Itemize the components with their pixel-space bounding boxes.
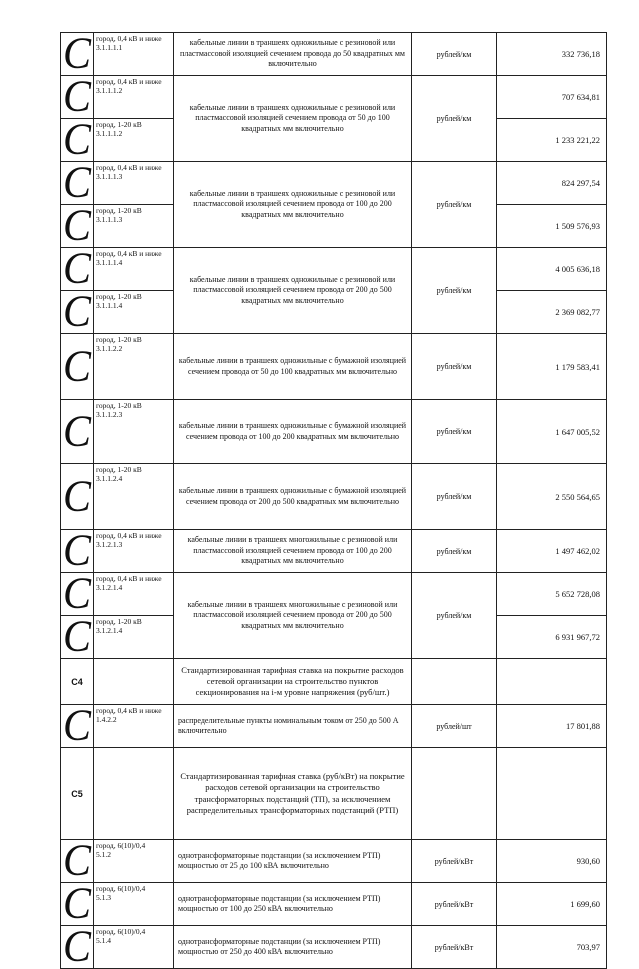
empty-cell — [412, 659, 497, 705]
description-cell: распределительные пункты номинальным током от 250 до 500 А включительно — [174, 705, 412, 748]
value-cell: 824 297,54 — [497, 162, 607, 205]
tariff-table — [60, 32, 607, 969]
value-cell: 5 652 728,08 — [497, 573, 607, 616]
value-cell: 707 634,81 — [497, 76, 607, 119]
category-cell: город, 1-20 кВ 3.1.1.2.3 — [94, 400, 174, 464]
category-cell: город, 6(10)/0,4 5.1.2 — [94, 840, 174, 883]
description-cell: кабельные линии в траншеях многожильные с резиновой или пластмассовой изоляцией сечением провода от 100 до 200 квадратных мм включительно — [174, 530, 412, 573]
description-cell: кабельные линии в траншеях одножильные с резиновой или пластмассовой изоляцией сечением провода до 50 квадратных мм включительно — [174, 33, 412, 76]
table-row — [61, 248, 607, 291]
c-code-cell: C — [61, 248, 94, 291]
value-cell: 930,60 — [497, 840, 607, 883]
section-description: Стандартизированная тарифная ставка на покрытие расходов сетевой организации на строительство пунктов секционирования на i-м уровне напряжения (руб/шт.) — [174, 659, 412, 705]
description-cell: кабельные линии в траншеях одножильные с бумажной изоляцией сечением провода от 200 до 500 квадратных мм включительно — [174, 464, 412, 530]
category-cell: город, 6(10)/0,4 5.1.4 — [94, 926, 174, 969]
description-cell: кабельные линии в траншеях одножильные с бумажной изоляцией сечением провода от 100 до 200 квадратных мм включительно — [174, 400, 412, 464]
category-cell: город, 0,4 кВ и ниже 3.1.2.1.4 — [94, 573, 174, 616]
unit-cell: рублей/км — [412, 248, 497, 334]
value-cell: 4 005 636,18 — [497, 248, 607, 291]
category-cell: город, 0,4 кВ и ниже 3.1.2.1.3 — [94, 530, 174, 573]
table-row — [61, 573, 607, 616]
unit-cell: рублей/км — [412, 464, 497, 530]
c-code-cell: C — [61, 573, 94, 616]
c-code-cell: C — [61, 926, 94, 969]
table-row — [61, 926, 607, 969]
description-cell: кабельные линии в траншеях одножильные с бумажной изоляцией сечением провода от 50 до 100 квадратных мм включительно — [174, 334, 412, 400]
empty-cell — [412, 748, 497, 840]
c-code-cell: C — [61, 530, 94, 573]
unit-cell: рублей/км — [412, 33, 497, 76]
section-code: C4 — [61, 659, 94, 705]
category-cell: город, 1-20 кВ 3.1.2.1.4 — [94, 616, 174, 659]
value-cell: 1 647 005,52 — [497, 400, 607, 464]
value-cell: 332 736,18 — [497, 33, 607, 76]
c-code-cell: C — [61, 840, 94, 883]
table-row — [61, 334, 607, 400]
description-cell: кабельные линии в траншеях одножильные с резиновой или пластмассовой изоляцией сечением провода от 100 до 200 квадратных мм включительно — [174, 162, 412, 248]
category-cell: город, 6(10)/0,4 5.1.3 — [94, 883, 174, 926]
c-code-cell: C — [61, 334, 94, 400]
value-cell: 1 233 221,22 — [497, 119, 607, 162]
table-row — [61, 464, 607, 530]
table-row — [61, 883, 607, 926]
table-row — [61, 705, 607, 748]
empty-cell — [497, 748, 607, 840]
table-row — [61, 748, 607, 840]
unit-cell: рублей/кВт — [412, 883, 497, 926]
c-code-cell: C — [61, 883, 94, 926]
description-cell: кабельные линии в траншеях одножильные с резиновой или пластмассовой изоляцией сечением провода от 50 до 100 квадратных мм включительно — [174, 76, 412, 162]
category-cell: город, 0,4 кВ и ниже 3.1.1.1.3 — [94, 162, 174, 205]
unit-cell: рублей/км — [412, 573, 497, 659]
table-row — [61, 530, 607, 573]
c-code-cell: C — [61, 33, 94, 76]
section-description: Стандартизированная тарифная ставка (руб/кВт) на покрытие расходов сетевой организации на строительство трансформаторных подстанций (ТП), за исключением распределительных трансформаторных подстанций (РТП) — [174, 748, 412, 840]
section-code: C5 — [61, 748, 94, 840]
c-code-cell: C — [61, 119, 94, 162]
table-row — [61, 162, 607, 205]
description-cell: однотрансформаторные подстанции (за исключением РТП) мощностью от 100 до 250 кВА включительно — [174, 883, 412, 926]
c-code-cell: C — [61, 205, 94, 248]
c-code-cell: C — [61, 705, 94, 748]
table-row — [61, 76, 607, 119]
category-cell: город, 1-20 кВ 3.1.1.1.4 — [94, 291, 174, 334]
unit-cell: рублей/км — [412, 334, 497, 400]
table-row — [61, 840, 607, 883]
unit-cell: рублей/кВт — [412, 926, 497, 969]
c-code-cell: C — [61, 291, 94, 334]
table-row — [61, 659, 607, 705]
value-cell: 1 699,60 — [497, 883, 607, 926]
description-cell: кабельные линии в траншеях одножильные с резиновой или пластмассовой изоляцией сечением провода от 200 до 500 квадратных мм включительно — [174, 248, 412, 334]
empty-cell — [497, 659, 607, 705]
category-cell: город, 0,4 кВ и ниже 3.1.1.1.2 — [94, 76, 174, 119]
value-cell: 703,97 — [497, 926, 607, 969]
empty-cell — [94, 748, 174, 840]
value-cell: 2 550 564,65 — [497, 464, 607, 530]
category-cell: город, 1-20 кВ 3.1.1.2.4 — [94, 464, 174, 530]
value-cell: 17 801,88 — [497, 705, 607, 748]
category-cell: город, 1-20 кВ 3.1.1.1.3 — [94, 205, 174, 248]
category-cell: город, 0,4 кВ и ниже 3.1.1.1.4 — [94, 248, 174, 291]
description-cell: кабельные линии в траншеях многожильные с резиновой или пластмассовой изоляцией сечением провода от 200 до 500 квадратных мм включительно — [174, 573, 412, 659]
category-cell: город, 0,4 кВ и ниже 1.4.2.2 — [94, 705, 174, 748]
table-row — [61, 33, 607, 76]
table-row — [61, 400, 607, 464]
description-cell: однотрансформаторные подстанции (за исключением РТП) мощностью от 25 до 100 кВА включительно — [174, 840, 412, 883]
category-cell: город, 0,4 кВ и ниже 3.1.1.1.1 — [94, 33, 174, 76]
category-cell: город, 1-20 кВ 3.1.1.1.2 — [94, 119, 174, 162]
c-code-cell: C — [61, 76, 94, 119]
value-cell: 1 497 462,02 — [497, 530, 607, 573]
value-cell: 1 179 583,41 — [497, 334, 607, 400]
c-code-cell: C — [61, 616, 94, 659]
c-code-cell: C — [61, 400, 94, 464]
description-cell: однотрансформаторные подстанции (за исключением РТП) мощностью от 250 до 400 кВА включительно — [174, 926, 412, 969]
c-code-cell: C — [61, 464, 94, 530]
value-cell: 2 369 082,77 — [497, 291, 607, 334]
unit-cell: рублей/км — [412, 76, 497, 162]
unit-cell: рублей/км — [412, 530, 497, 573]
category-cell: город, 1-20 кВ 3.1.1.2.2 — [94, 334, 174, 400]
unit-cell: рублей/шт — [412, 705, 497, 748]
c-code-cell: C — [61, 162, 94, 205]
unit-cell: рублей/км — [412, 162, 497, 248]
empty-cell — [94, 659, 174, 705]
value-cell: 6 931 967,72 — [497, 616, 607, 659]
unit-cell: рублей/км — [412, 400, 497, 464]
value-cell: 1 509 576,93 — [497, 205, 607, 248]
unit-cell: рублей/кВт — [412, 840, 497, 883]
